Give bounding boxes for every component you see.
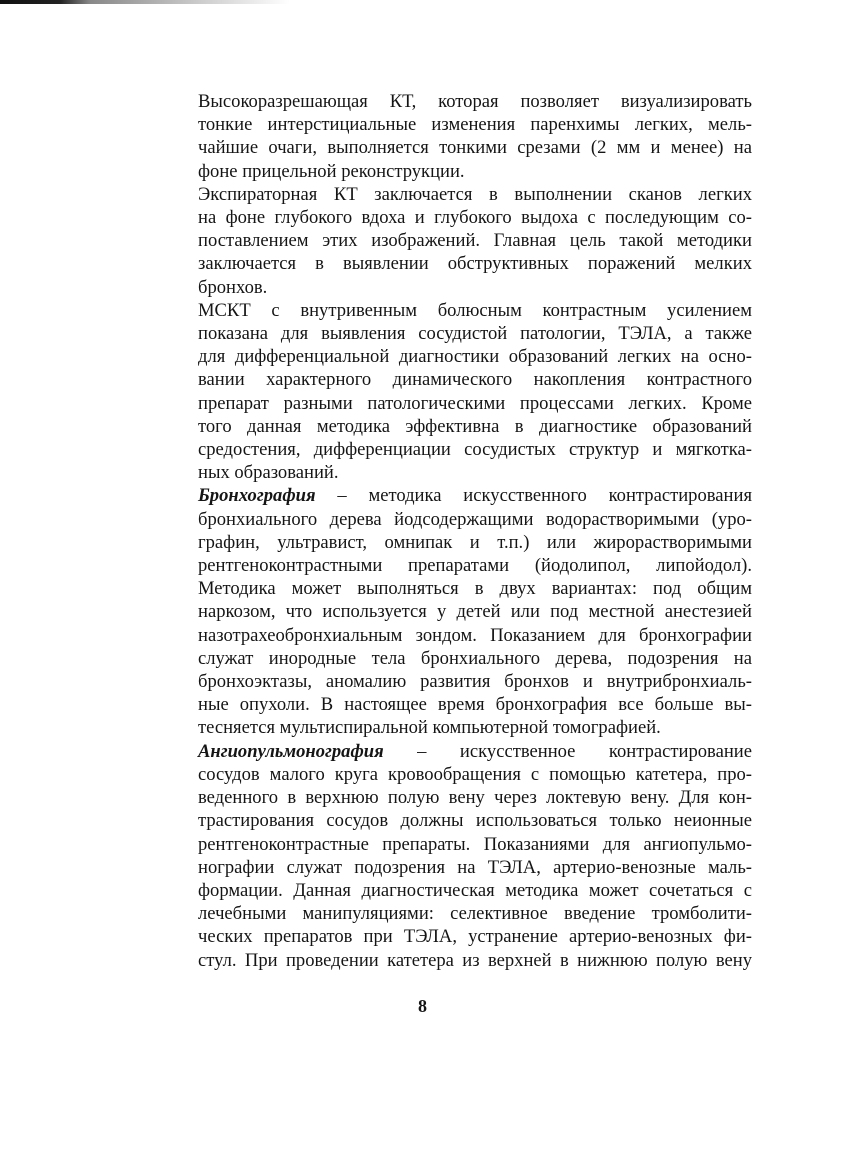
- text-line: препарат разными патологическими процессами легких. Кроме: [198, 392, 752, 414]
- text-line: графин, ультравист, омнипак и т.п.) или жирорастворимыми: [198, 531, 752, 553]
- term-bronchography: Бронхография: [198, 485, 316, 507]
- text-line: вании характерного динамического накопления контрастного: [198, 369, 752, 391]
- text-line: служат инородные тела бронхиального дерева, подозрения на: [198, 647, 752, 669]
- text-line: ческих препаратов при ТЭЛА, устранение артерио-венозных фи-: [198, 926, 752, 948]
- text-line: заключается в выявлении обструктивных поражений мелких: [198, 253, 752, 275]
- text-line: рентгеноконтрастными препаратами (йодолипол, липойодол).: [198, 555, 752, 577]
- text-line: формации. Данная диагностическая методика может сочетаться с: [198, 879, 752, 901]
- page-number: 8: [418, 996, 427, 1016]
- text-line: веденного в верхнюю полую вену через локтевую вену. Для кон-: [198, 787, 752, 809]
- text-line: чайшие очаги, выполняется тонкими срезами (2 мм и менее) на: [198, 137, 752, 159]
- text-line: тесняется мультиспиральной компьютерной томографией.: [198, 717, 661, 739]
- text-line: рентгеноконтрастные препараты. Показаниями для ангиопульмо-: [198, 833, 752, 855]
- text-line: Экспираторная КТ заключается в выполнении сканов легких: [198, 183, 752, 205]
- text-line: того данная методика эффективна в диагностике образований: [198, 415, 752, 437]
- text-line: наркозом, что используется у детей или под местной анестезией: [198, 601, 752, 623]
- text-line: ные опухоли. В настоящее время бронхография все больше вы-: [198, 694, 752, 716]
- term-definition-start: – методика искусственного контрастирования: [315, 485, 752, 507]
- text-line: [160, 740, 752, 763]
- text-line: стул. При проведении катетера из верхней в нижнюю полую вену: [198, 949, 752, 971]
- text-line: средостения, дифференциации сосудистых структур и мягкотка-: [198, 439, 752, 461]
- text-line: показана для выявления сосудистой патологии, ТЭЛА, а также: [198, 323, 752, 345]
- text-line: Высокоразрешающая КТ, которая позволяет визуализировать: [198, 91, 752, 112]
- text-line: трастирования сосудов должны использоваться только неионные: [198, 810, 752, 832]
- scan-edge-artifact: [0, 0, 290, 4]
- text-line: нографии служат подозрения на ТЭЛА, артерио-венозные маль-: [198, 856, 752, 878]
- text-line: фоне прицельной реконструкции.: [198, 160, 465, 182]
- text-line: для дифференциальной диагностики образований легких на осно-: [198, 346, 752, 368]
- body-text: [160, 90, 752, 972]
- paragraph-msct: [160, 299, 752, 485]
- text-line: Методика может выполняться в двух вариантах: под общим: [198, 578, 752, 600]
- text-line: на фоне глубокого вдоха и глубокого выдоха с последующим со-: [198, 207, 752, 229]
- text-line: тонкие интерстициальные изменения паренхимы легких, мель-: [198, 114, 752, 136]
- text-line: МСКТ с внутривенным болюсным контрастным усилением: [198, 299, 752, 321]
- text-line: поставлением этих изображений. Главная цель такой методики: [198, 230, 752, 252]
- text-line: сосудов малого круга кровообращения с помощью катетера, про-: [198, 763, 752, 785]
- text-line: бронхоэктазы, аномалию развития бронхов и внутрибронхиаль-: [198, 671, 752, 693]
- text-line: лечебными манипуляциями: селективное введение тромболити-: [198, 903, 752, 925]
- text-line: [160, 484, 752, 507]
- text-line: бронхиального дерева йодсодержащими водорастворимыми (уро-: [198, 508, 752, 530]
- paragraph-hrct: [160, 90, 752, 183]
- text-line: бронхов.: [198, 276, 268, 298]
- text-line: ных образований.: [198, 462, 339, 484]
- term-angiopulmonography: Ангиопульмонография: [198, 740, 384, 762]
- term-definition-start: – искусственное контрастирование: [383, 740, 752, 762]
- text-line: назотрахеобронхиальным зондом. Показанием для бронхографии: [198, 624, 752, 646]
- paragraph-bronchography: [160, 484, 752, 739]
- paragraph-angiopulmonography: [160, 740, 752, 972]
- paragraph-expiratory-ct: [160, 183, 752, 299]
